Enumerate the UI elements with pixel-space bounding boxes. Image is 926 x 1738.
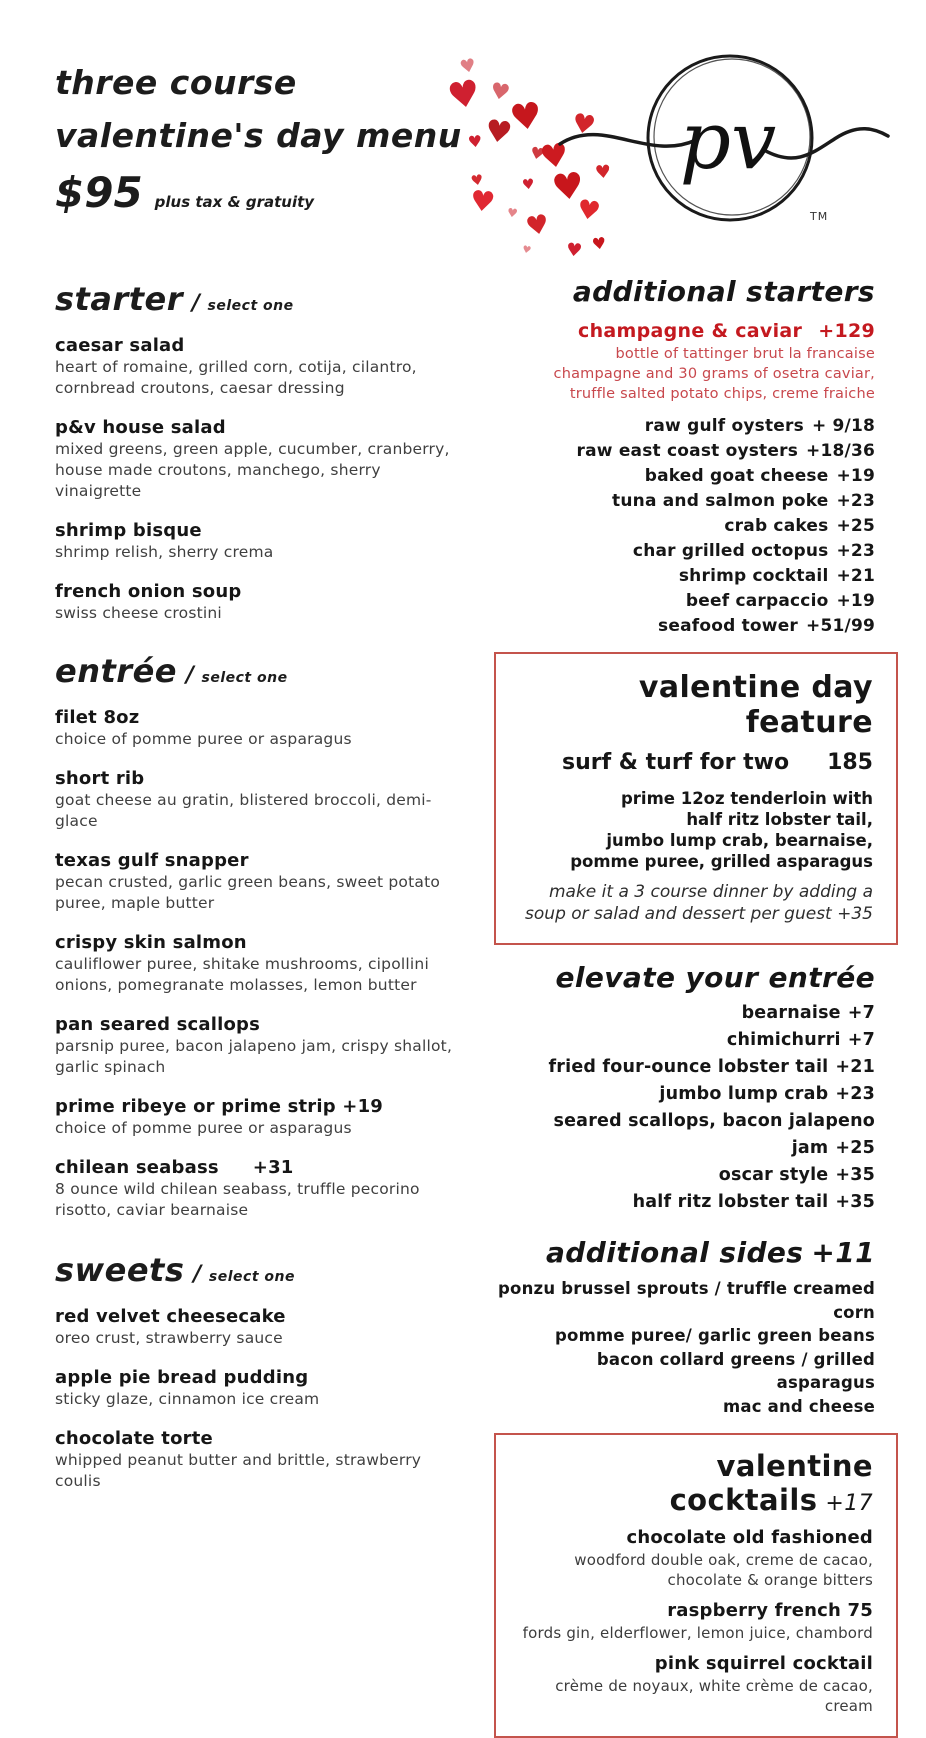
item-name: char grilled octopus <box>632 541 829 561</box>
item-name: french onion soup <box>55 581 242 602</box>
item-name: beef carpaccio <box>685 591 829 611</box>
item-price: +18/36 <box>806 441 875 461</box>
item-description: choice of pomme puree or asparagus <box>55 1119 352 1137</box>
item-name: filet 8oz <box>55 707 140 728</box>
item-description: heart of romaine, grilled corn, cotija, cilantro, cornbread croutons, caesar dressing <box>55 358 417 397</box>
slash: / <box>193 1262 202 1287</box>
item-name: apple pie bread pudding <box>55 1367 309 1388</box>
valentine-feature-box <box>494 652 898 945</box>
note-line: make it a 3 course dinner by adding a <box>548 882 873 902</box>
item-price: +23 <box>835 1084 875 1104</box>
item-name: bearnaise <box>741 1003 841 1023</box>
logo-trademark: TM <box>810 210 829 223</box>
item-price: +23 <box>836 541 875 561</box>
item-price: +25 <box>835 1138 875 1158</box>
menu-item <box>55 580 465 624</box>
elevate-heading: elevate your entrée <box>555 961 875 994</box>
item-description: woodford double oak, creme de cacao, chocolate & orange bitters <box>574 1551 873 1589</box>
item-description: 8 ounce wild chilean seabass, truffle pecorino risotto, caviar bearnaise <box>55 1180 420 1219</box>
item-name: fried four-ounce lobster tail <box>548 1057 829 1077</box>
feature-subheading-text: surf & turf for two <box>561 750 790 775</box>
heading-text: additional sides <box>546 1236 804 1269</box>
additional-sides-heading <box>494 1236 898 1269</box>
description-line: bottle of tattinger brut la francaise <box>615 346 875 362</box>
item-name <box>55 1156 465 1179</box>
item-price: +21 <box>835 1057 875 1077</box>
item-price: +7 <box>847 1003 875 1023</box>
item-description: swiss cheese crostini <box>55 604 222 622</box>
item-name: prime ribeye or prime strip +19 <box>55 1096 384 1117</box>
item-description: pecan crusted, garlic green beans, sweet potato puree, maple butter <box>55 873 441 912</box>
select-one-note: select one <box>201 670 288 686</box>
menu-item <box>55 1366 465 1410</box>
heart-icon <box>521 245 532 257</box>
right-column <box>494 275 898 1738</box>
item-description <box>494 344 875 404</box>
feature-price: 185 <box>827 750 873 775</box>
item-price: +23 <box>836 491 875 511</box>
heading-text: valentine cocktails <box>669 1449 873 1517</box>
heart-icon <box>521 177 535 192</box>
feature-description <box>512 788 873 872</box>
menu-title-line1: three course <box>55 63 297 102</box>
note-line: soup or salad and dessert per guest +35 <box>525 904 873 924</box>
heart-icon <box>467 133 483 150</box>
item-price: +129 <box>818 320 875 342</box>
section-heading-entree <box>55 652 465 690</box>
item-description: fords gin, elderflower, lemon juice, chambord <box>522 1624 873 1642</box>
section-heading-sweets <box>55 1251 465 1289</box>
menu-item <box>55 931 465 996</box>
item-name: shrimp bisque <box>55 520 202 541</box>
item-name: jumbo lump crab <box>659 1084 829 1104</box>
menu-item <box>55 334 465 399</box>
item-name: oscar style <box>718 1165 829 1185</box>
list-item <box>494 1108 875 1162</box>
list-item <box>494 1000 875 1027</box>
item-name: texas gulf snapper <box>55 850 249 871</box>
additional-starters-heading: additional starters <box>572 275 875 308</box>
left-column <box>55 280 465 1509</box>
menu-title-line2: valentine's day menu <box>55 116 462 155</box>
slash: / <box>185 663 195 688</box>
heart-icon <box>508 98 545 138</box>
item-name: raw gulf oysters <box>644 416 804 436</box>
item-price: +19 <box>836 466 875 486</box>
item-price: +31 <box>252 1157 294 1178</box>
cocktail-item <box>512 1526 873 1590</box>
item-price: +7 <box>847 1030 875 1050</box>
description-line: half ritz lobster tail, <box>686 810 873 829</box>
item-name: chocolate torte <box>55 1428 213 1449</box>
champagne-caviar-item <box>494 320 898 404</box>
list-item <box>494 589 875 614</box>
item-name: chimichurri <box>726 1030 841 1050</box>
item-price: +19 <box>836 591 875 611</box>
item-name: baked goat cheese <box>644 466 829 486</box>
item-price: +51/99 <box>806 616 875 636</box>
menu-item <box>55 1156 465 1221</box>
item-name: caesar salad <box>55 335 185 356</box>
item-name: pink squirrel cocktail <box>654 1653 873 1674</box>
item-price: +25 <box>836 516 875 536</box>
section-title: entrée <box>55 652 177 690</box>
additional-starters-list <box>494 414 898 639</box>
item-description: cauliflower puree, shitake mushrooms, cipollini onions, pomegranate molasses, lemon butter <box>55 955 429 994</box>
item-name: seared scallops, bacon jalapeno jam <box>553 1111 875 1158</box>
logo-swoosh-left <box>560 135 696 147</box>
item-name <box>494 320 875 342</box>
list-item: pomme puree/ garlic green beans <box>555 1326 875 1345</box>
cocktails-heading <box>512 1449 873 1517</box>
list-item: bacon collard greens / grilled asparagus <box>596 1349 875 1392</box>
select-one-note: select one <box>208 1269 295 1285</box>
cocktails-price: +17 <box>825 1491 873 1516</box>
description-line: jumbo lump crab, bearnaise, <box>606 831 873 850</box>
item-description: whipped peanut butter and brittle, strawberry coulis <box>55 1451 422 1490</box>
item-description: oreo crust, strawberry sauce <box>55 1329 283 1347</box>
heart-icon <box>483 116 514 149</box>
item-description: parsnip puree, bacon jalapeno jam, crispy shallot, garlic spinach <box>55 1037 453 1076</box>
menu-header <box>55 56 475 217</box>
section-title: starter <box>55 280 183 318</box>
menu-price-note: plus tax & gratuity <box>154 193 315 211</box>
item-name: crispy skin salmon <box>55 932 247 953</box>
menu-item <box>55 519 465 563</box>
cocktail-item <box>512 1652 873 1716</box>
list-item <box>494 614 875 639</box>
heart-icon <box>506 206 518 219</box>
description-line: pomme puree, grilled asparagus <box>570 852 873 871</box>
list-item <box>494 489 875 514</box>
list-item <box>494 1054 875 1081</box>
item-name-text: chilean seabass <box>55 1157 219 1178</box>
valentine-cocktails-box <box>494 1433 898 1738</box>
item-price: + 9/18 <box>811 416 875 436</box>
item-description: goat cheese au gratin, blistered broccoli, demi-glace <box>55 791 432 830</box>
section-heading-starter <box>55 280 465 318</box>
item-description: sticky glaze, cinnamon ice cream <box>55 1390 320 1408</box>
item-name-text: champagne & caviar <box>578 320 803 342</box>
list-item: ponzu brussel sprouts / truffle creamed corn <box>498 1279 875 1322</box>
feature-subheading <box>512 750 873 775</box>
item-description: crème de noyaux, white crème de cacao, cream <box>555 1677 873 1715</box>
list-item <box>494 514 875 539</box>
menu-price: $95 <box>55 168 143 217</box>
item-name: short rib <box>55 768 145 789</box>
menu-item <box>55 1013 465 1078</box>
select-one-note: select one <box>207 298 294 314</box>
item-name: shrimp cocktail <box>678 566 829 586</box>
menu-item <box>55 849 465 914</box>
item-description: shrimp relish, sherry crema <box>55 543 274 561</box>
heart-icon <box>445 75 483 116</box>
list-item <box>494 1027 875 1054</box>
list-item <box>494 1162 875 1189</box>
slash: / <box>192 291 201 316</box>
item-name: seafood tower <box>658 616 799 636</box>
item-name: red velvet cheesecake <box>55 1306 286 1327</box>
logo-letters: pv <box>679 94 777 187</box>
list-item <box>494 464 875 489</box>
cocktail-item <box>512 1599 873 1643</box>
item-description: choice of pomme puree or asparagus <box>55 730 352 748</box>
list-item <box>494 1189 875 1216</box>
item-name: crab cakes <box>724 516 829 536</box>
item-name: tuna and salmon poke <box>612 491 829 511</box>
pv-logo-graphic <box>558 40 893 250</box>
heart-icon <box>524 211 552 241</box>
pv-logo <box>558 40 893 250</box>
logo-swoosh-right <box>764 129 888 158</box>
additional-sides-list <box>494 1277 898 1418</box>
item-name: half ritz lobster tail <box>632 1192 829 1212</box>
list-item <box>494 539 875 564</box>
menu-item <box>55 416 465 502</box>
list-item <box>494 414 875 439</box>
list-item <box>494 1081 875 1108</box>
section-title: sweets <box>55 1251 185 1289</box>
item-price: +21 <box>836 566 875 586</box>
feature-note <box>512 881 873 925</box>
feature-heading: valentine day feature <box>638 670 873 740</box>
item-name: raw east coast oysters <box>576 441 799 461</box>
list-item <box>494 439 875 464</box>
menu-item <box>55 1427 465 1492</box>
item-name: raspberry french 75 <box>667 1600 873 1621</box>
sides-price: +11 <box>811 1236 875 1269</box>
item-description: mixed greens, green apple, cucumber, cranberry, house made croutons, manchego, sherry vinaigrette <box>55 440 450 500</box>
menu-item <box>55 767 465 832</box>
description-line: champagne and 30 grams of osetra caviar, <box>553 366 875 382</box>
item-name: pan seared scallops <box>55 1014 261 1035</box>
menu-item <box>55 1095 465 1139</box>
menu-item <box>55 706 465 750</box>
description-line: prime 12oz tenderloin with <box>620 789 873 808</box>
item-price: +35 <box>835 1192 875 1212</box>
elevate-list <box>494 1000 898 1216</box>
heart-icon <box>469 187 497 217</box>
menu-price-row <box>55 168 475 217</box>
list-item <box>494 564 875 589</box>
description-line: truffle salted potato chips, creme fraiche <box>569 386 875 402</box>
menu-item <box>55 1305 465 1349</box>
item-name: chocolate old fashioned <box>626 1527 873 1548</box>
item-price: +35 <box>835 1165 875 1185</box>
item-name: p&v house salad <box>55 417 226 438</box>
list-item: mac and cheese <box>722 1396 875 1416</box>
